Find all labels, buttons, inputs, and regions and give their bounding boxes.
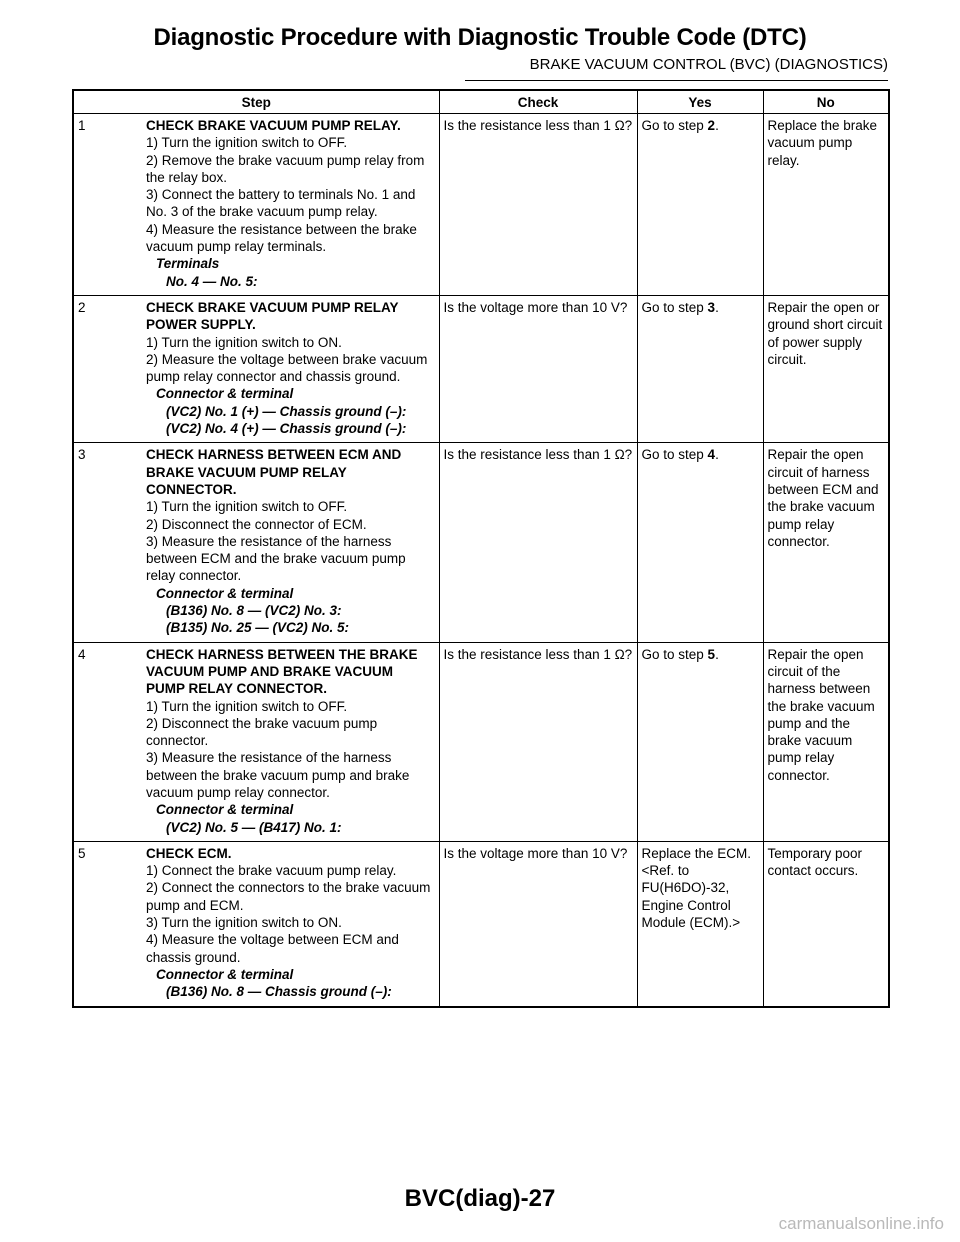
step-title: CHECK ECM. bbox=[146, 845, 232, 861]
terminal-value: (B136) No. 8 — Chassis ground (–): bbox=[166, 984, 392, 1000]
yes-suffix: . bbox=[715, 299, 719, 315]
step-instruction: 4) Measure the voltage between ECM and chassis ground. bbox=[146, 932, 399, 965]
yes-action: Go to step bbox=[641, 299, 708, 315]
step-instruction: 2) Disconnect the brake vacuum pump connector. bbox=[146, 715, 378, 749]
step-instruction: 1) Connect the brake vacuum pump relay. bbox=[146, 863, 397, 879]
check-cell bbox=[439, 642, 637, 841]
no-action: Replace the brake vacuum pump relay. bbox=[767, 118, 878, 168]
terminal-label: Connector & terminal bbox=[156, 802, 294, 818]
yes-action: Replace the ECM. <Ref. to FU(H6DO)-32, Engine Control Module (ECM).> bbox=[641, 845, 752, 931]
column-header-check: Check bbox=[439, 90, 637, 114]
table-row bbox=[73, 295, 889, 442]
yes-next-step: 3 bbox=[707, 299, 716, 315]
page-title: Diagnostic Procedure with Diagnostic Trouble Code (DTC) bbox=[153, 24, 807, 51]
step-cell bbox=[73, 295, 439, 442]
yes-cell bbox=[637, 642, 763, 841]
no-cell bbox=[763, 841, 889, 1006]
terminal-value: (VC2) No. 1 (+) — Chassis ground (–): bbox=[166, 403, 407, 419]
yes-next-step: 2 bbox=[707, 118, 716, 133]
terminal-label: Connector & terminal bbox=[156, 585, 294, 601]
step-instruction: 1) Turn the ignition switch to ON. bbox=[146, 334, 342, 350]
step-instruction: 3) Turn the ignition switch to ON. bbox=[146, 915, 342, 931]
yes-suffix: . bbox=[715, 447, 719, 463]
no-cell bbox=[763, 443, 889, 642]
step-instruction: 1) Turn the ignition switch to OFF. bbox=[146, 698, 348, 714]
yes-cell bbox=[637, 114, 763, 296]
step-instruction: 2) Remove the brake vacuum pump relay from the relay box. bbox=[146, 152, 425, 185]
step-instruction: 4) Measure the resistance between the brake vacuum pump relay terminals. bbox=[146, 221, 417, 255]
step-instruction: 2) Measure the voltage between brake vacuum pump relay connector and chassis ground. bbox=[146, 351, 428, 385]
step-instruction: 2) Connect the connectors to the brake vacuum pump and ECM. bbox=[146, 880, 431, 913]
step-body bbox=[146, 845, 435, 1001]
step-body bbox=[146, 117, 435, 290]
check-question: Is the voltage more than 10 V? bbox=[443, 845, 628, 861]
step-body bbox=[146, 299, 435, 437]
step-number: 5 bbox=[78, 845, 86, 861]
step-title: CHECK BRAKE VACUUM PUMP RELAY POWER SUPPLY. bbox=[146, 299, 399, 333]
step-instruction: 1) Turn the ignition switch to OFF. bbox=[146, 135, 348, 151]
terminal-label: Connector & terminal bbox=[156, 966, 294, 982]
table-body bbox=[73, 114, 889, 1007]
step-body bbox=[146, 646, 435, 836]
no-cell bbox=[763, 295, 889, 442]
step-title: CHECK HARNESS BETWEEN ECM AND BRAKE VACUUM PUMP RELAY CONNECTOR. bbox=[146, 447, 402, 497]
terminal-value: (VC2) No. 5 — (B417) No. 1: bbox=[166, 819, 342, 835]
check-cell bbox=[439, 295, 637, 442]
step-number: 4 bbox=[78, 646, 86, 662]
yes-action: Go to step bbox=[641, 646, 708, 662]
yes-cell bbox=[637, 295, 763, 442]
column-header-step: Step bbox=[73, 90, 439, 114]
no-cell bbox=[763, 642, 889, 841]
watermark: carmanualsonline.info bbox=[778, 1214, 944, 1233]
check-cell bbox=[439, 114, 637, 296]
terminal-value: (B135) No. 25 — (VC2) No. 5: bbox=[166, 620, 350, 636]
step-cell bbox=[73, 114, 439, 296]
no-action: Repair the open circuit of the harness between the brake vacuum pump and the brake vacuum pump relay connector. bbox=[767, 646, 875, 783]
yes-next-step: 4 bbox=[707, 447, 716, 463]
header-rule bbox=[465, 80, 888, 81]
step-title: CHECK HARNESS BETWEEN THE BRAKE VACUUM PUMP AND BRAKE VACUUM PUMP RELAY CONNECTOR. bbox=[146, 646, 418, 697]
step-number: 1 bbox=[78, 118, 86, 133]
check-question: Is the resistance less than 1 Ω? bbox=[443, 447, 633, 463]
terminal-value: (B136) No. 8 — (VC2) No. 3: bbox=[166, 603, 342, 619]
step-number: 3 bbox=[78, 447, 86, 463]
check-question: Is the resistance less than 1 Ω? bbox=[443, 646, 633, 662]
yes-suffix: . bbox=[715, 118, 719, 133]
check-cell bbox=[439, 443, 637, 642]
section-subtitle: BRAKE VACUUM CONTROL (BVC) (DIAGNOSTICS) bbox=[529, 56, 888, 73]
step-instruction: 3) Connect the battery to terminals No. 1 and No. 3 of the brake vacuum pump relay. bbox=[146, 187, 416, 220]
no-action: Repair the open circuit of harness between ECM and the brake vacuum pump relay connector. bbox=[767, 447, 879, 549]
step-instruction: 2) Disconnect the connector of ECM. bbox=[146, 516, 367, 532]
no-action: Temporary poor contact occurs. bbox=[767, 845, 863, 879]
table-row bbox=[73, 114, 889, 296]
step-instruction: 3) Measure the resistance of the harness between ECM and the brake vacuum pump relay connector. bbox=[146, 533, 406, 584]
step-instruction: 1) Turn the ignition switch to OFF. bbox=[146, 499, 348, 515]
terminal-label: Connector & terminal bbox=[156, 386, 294, 402]
step-cell bbox=[73, 642, 439, 841]
table-header-row bbox=[73, 90, 889, 114]
no-cell bbox=[763, 114, 889, 296]
terminal-value: No. 4 — No. 5: bbox=[166, 273, 258, 289]
diagnostic-table bbox=[72, 89, 890, 1008]
step-number: 2 bbox=[78, 299, 86, 315]
yes-next-step: 5 bbox=[707, 646, 716, 662]
check-cell bbox=[439, 841, 637, 1006]
page-number: BVC(diag)-27 bbox=[404, 1185, 556, 1212]
table-row bbox=[73, 443, 889, 642]
step-cell bbox=[73, 443, 439, 642]
check-question: Is the resistance less than 1 Ω? bbox=[443, 118, 633, 133]
yes-suffix: . bbox=[715, 646, 719, 662]
terminal-value: (VC2) No. 4 (+) — Chassis ground (–): bbox=[166, 421, 407, 437]
terminal-label: Terminals bbox=[156, 256, 220, 272]
step-body bbox=[146, 446, 435, 636]
step-title: CHECK BRAKE VACUUM PUMP RELAY. bbox=[146, 118, 401, 133]
table-row bbox=[73, 642, 889, 841]
yes-cell bbox=[637, 841, 763, 1006]
step-instruction: 3) Measure the resistance of the harness between the brake vacuum pump and brake vacuum pump relay connector. bbox=[146, 750, 410, 800]
check-question: Is the voltage more than 10 V? bbox=[443, 299, 628, 315]
column-header-no: No bbox=[763, 90, 889, 114]
yes-action: Go to step bbox=[641, 118, 708, 133]
table-row bbox=[73, 841, 889, 1006]
yes-action: Go to step bbox=[641, 447, 708, 463]
yes-cell bbox=[637, 443, 763, 642]
step-cell bbox=[73, 841, 439, 1006]
no-action: Repair the open or ground short circuit of power supply circuit. bbox=[767, 299, 883, 367]
column-header-yes: Yes bbox=[637, 90, 763, 114]
